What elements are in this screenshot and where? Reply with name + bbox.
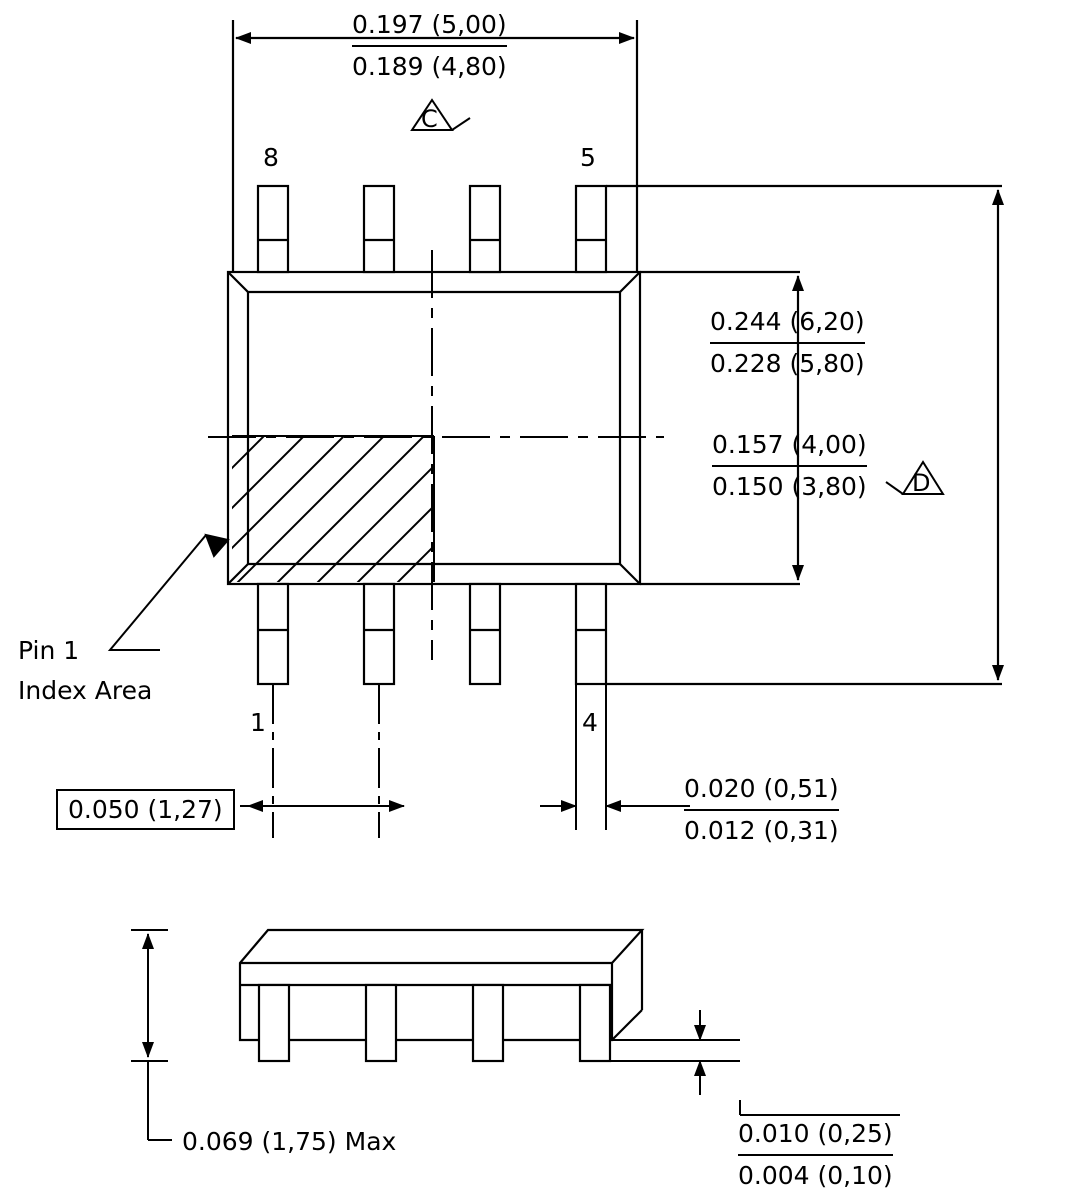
note-d-letter: D xyxy=(912,469,931,497)
dim-overall-width-upper: 0.244 (6,20) xyxy=(710,307,865,336)
dim-package-height: 0.069 (1,75) Max xyxy=(182,1127,397,1156)
dim-standoff xyxy=(738,1117,893,1193)
pin-number-1: 1 xyxy=(250,708,266,737)
dim-body-width-upper: 0.197 (5,00) xyxy=(352,10,507,39)
dim-divider xyxy=(352,45,507,47)
dim-lead-width-lower: 0.012 (0,31) xyxy=(684,816,839,845)
pin1-leader xyxy=(110,535,228,650)
height-dimension xyxy=(131,930,172,1140)
pin-number-8: 8 xyxy=(263,143,279,172)
dim-overall-width-lower: 0.228 (5,80) xyxy=(710,349,865,378)
note-c-letter: C xyxy=(421,105,438,133)
dim-lead-width xyxy=(684,772,839,848)
dim-body-width-lower: 0.189 (4,80) xyxy=(352,52,507,81)
lead-width-dimension xyxy=(540,684,690,830)
dim-divider xyxy=(738,1154,893,1156)
dim-body-width xyxy=(352,8,507,84)
pin-number-4: 4 xyxy=(582,708,598,737)
side-view-group xyxy=(131,930,900,1140)
dim-lead-pitch: 0.050 (1,27) xyxy=(56,789,235,830)
dim-lead-width-upper: 0.020 (0,51) xyxy=(684,774,839,803)
top-view-group xyxy=(110,20,1002,838)
pin-number-5: 5 xyxy=(580,143,596,172)
pin1-index-label-line2: Index Area xyxy=(18,676,153,705)
dim-divider xyxy=(712,465,867,467)
dim-body-length-upper: 0.157 (4,00) xyxy=(712,430,867,459)
dim-standoff-upper: 0.010 (0,25) xyxy=(738,1119,893,1148)
dim-divider xyxy=(710,342,865,344)
dim-overall-width xyxy=(710,305,865,381)
standoff-dimension xyxy=(610,1010,900,1115)
dim-body-length xyxy=(712,428,867,504)
dim-standoff-lower: 0.004 (0,10) xyxy=(738,1161,893,1190)
dim-divider xyxy=(684,809,839,811)
pin1-index-label-line1: Pin 1 xyxy=(18,636,80,665)
dim-body-length-lower: 0.150 (3,80) xyxy=(712,472,867,501)
